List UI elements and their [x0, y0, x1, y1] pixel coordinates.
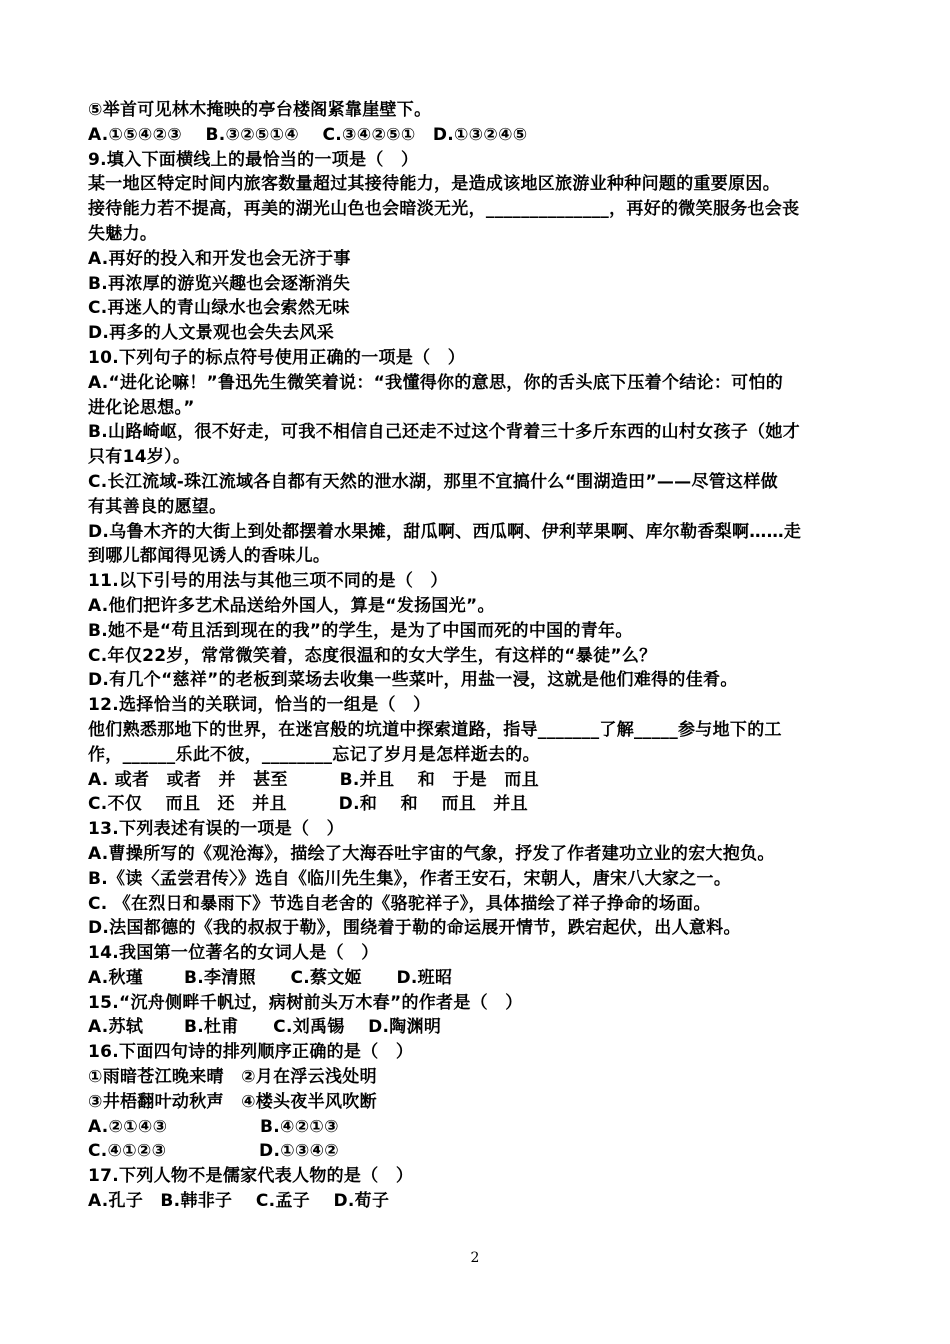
option-line: A.孔子 B.韩非子 C.孟子 D.荀子 [88, 1191, 390, 1212]
option-line: A.秋瑾 B.李清照 C.蔡文姬 D.班昭 [88, 967, 453, 988]
option-line: C.再迷人的青山绿水也会索然无味 [88, 298, 350, 319]
option-line: C.④①②③ D.①③④② [88, 1141, 339, 1162]
option-line: A. 或者 或者 并 甚至 B.并且 和 于是 而且 [88, 769, 539, 790]
question-stem: 13.下列表述有误的一项是（ ） [88, 819, 344, 840]
option-line: A.苏轼 B.杜甫 C.刘禹锡 D.陶渊明 [88, 1017, 442, 1038]
option-line: B.山路崎岖，很不好走，可我不相信自己还走不过这个背着三十多斤东西的山村女孩子（她才 [88, 422, 801, 443]
text-line: 某一地区特定时间内旅客数量超过其接待能力，是造成该地区旅游业种种问题的重要原因。 [88, 174, 780, 195]
question-stem: 9.填入下面横线上的最恰当的一项是（ ） [88, 149, 419, 170]
question-stem: 17.下列人物不是儒家代表人物的是（ ） [88, 1166, 414, 1187]
text-line: 他们熟悉那地下的世界，在迷宫般的坑道中探索道路，指导_______了解_____参与地下的工 [88, 719, 782, 740]
text-line: ①雨暗苍江晚来晴 ②月在浮云浅处明 [88, 1067, 377, 1088]
question-stem: 14.我国第一位著名的女词人是（ ） [88, 943, 379, 964]
question-stem: 11.以下引号的用法与其他三项不同的是（ ） [88, 571, 448, 592]
option-line: A.曹操所写的《观沧海》，描绘了大海吞吐宇宙的气象，抒发了作者建功立业的宏大抱负。 [88, 843, 775, 864]
option-line: B.她不是“苟且活到现在的我”的学生，是为了中国而死的中国的青年。 [88, 620, 633, 641]
option-line: D.有几个“慈祥”的老板到菜场去收集一些菜叶，用盐一浸，这就是他们难得的佳肴。 [88, 670, 738, 691]
text-line: 只有14岁）。 [88, 447, 191, 468]
page-number: 2 [470, 1250, 480, 1266]
option-line: D.再多的人文景观也会失去风采 [88, 323, 335, 344]
option-line: C.不仅 而且 还 并且 D.和 和 而且 并且 [88, 794, 528, 815]
option-line: B.再浓厚的游览兴趣也会逐渐消失 [88, 273, 351, 294]
text-line: ⑤举首可见林木掩映的亭台楼阁紧靠崖壁下。 [88, 100, 432, 120]
text-line: 有其善良的愿望。 [88, 496, 227, 517]
option-line: A.再好的投入和开发也会无济于事 [88, 248, 351, 269]
text-line: A.①⑤④②③ B.③②⑤①④ C.③④②⑤① D.①③②④⑤ [88, 124, 528, 145]
option-line: C.年仅22岁，常常微笑着，态度很温和的女大学生，有这样的“暴徒”么？ [88, 645, 657, 666]
option-line: D.乌鲁木齐的大街上到处都摆着水果摊，甜瓜啊、西瓜啊、伊利苹果啊、库尔勒香梨啊……走 [88, 521, 802, 542]
document-body [88, 98, 863, 1214]
question-stem: 10.下列句子的标点符号使用正确的一项是（ ） [88, 347, 466, 368]
option-line: C.长江流域-珠江流域各自都有天然的泄水湖，那里不宜搞什么“围湖造田”——尽管这样做 [88, 471, 778, 492]
option-line: A.②①④③ B.④②①③ [88, 1116, 339, 1137]
text-line: 进化论思想。” [88, 397, 195, 418]
text-line: ③井梧翻叶动秋声 ④楼头夜半风吹断 [88, 1091, 377, 1112]
option-line: B.《读〈孟尝君传〉》选自《临川先生集》，作者王安石，宋朝人，唐宋八大家之一。 [88, 868, 732, 889]
question-stem: 12.选择恰当的关联词，恰当的一组是（ ） [88, 695, 431, 716]
text-line: 失魅力。 [88, 223, 158, 244]
option-line: C. 《在烈日和暴雨下》节选自老舍的《骆驼祥子》，具体描绘了祥子挣命的场面。 [88, 893, 711, 914]
text-line: 作，______乐此不彼，________忘记了岁月是怎样逝去的。 [88, 744, 540, 765]
text-line: 接待能力若不提高，再美的湖光山色也会暗淡无光，______________，再好的微笑服务也会丧 [88, 199, 800, 220]
text-line: 到哪儿都闻得见诱人的香味儿。 [88, 546, 331, 567]
option-line: A.他们把许多艺术品送给外国人，算是“发扬国光”。 [88, 595, 495, 616]
question-stem: 15.“沉舟侧畔千帆过，病树前头万木春”的作者是（ ） [88, 992, 523, 1013]
question-stem: 16.下面四句诗的排列顺序正确的是（ ） [88, 1042, 414, 1063]
option-line: D.法国都德的《我的叔叔于勒》，围绕着于勒的命运展开情节，跌宕起伏，出人意料。 [88, 918, 741, 939]
option-line: A.“进化论嘛！”鲁迅先生微笑着说：“我懂得你的意思，你的舌头底下压着个结论：可怕的 [88, 372, 784, 393]
